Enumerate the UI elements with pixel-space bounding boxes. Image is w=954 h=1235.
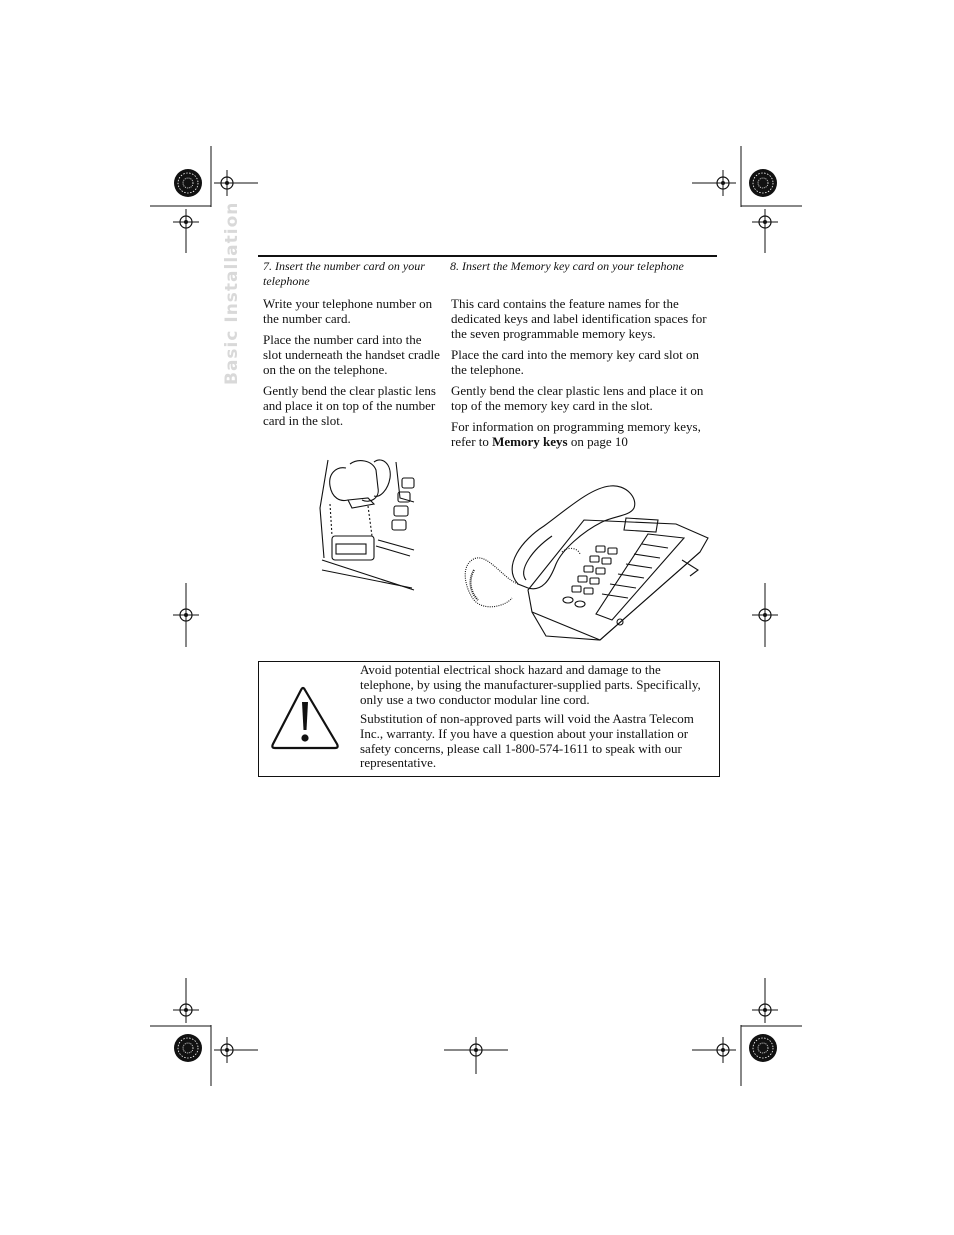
safety-warning-box [258, 661, 720, 777]
registration-target-icon [749, 1034, 777, 1062]
step-8-paragraph-2: Place the card into the memory key card slot on the telephone. [451, 347, 700, 377]
section-sidebar-title: Basic Installation [222, 201, 242, 385]
header-rule [258, 255, 717, 257]
step-8-paragraph-1: This card contains the feature names for the dedicated keys and label identification spaces for the seven programmable memory keys. [451, 296, 707, 341]
registration-target-icon [174, 169, 202, 197]
registration-target-icon [174, 1034, 202, 1062]
step-8-paragraph-3: Gently bend the clear plastic lens and place it on top of the memory key card in the slot. [451, 383, 704, 413]
registration-target-icon [749, 169, 777, 197]
step-7-paragraph-2: Place the number card into the slot underneath the handset cradle on the on the telephone. [263, 332, 440, 377]
warning-paragraph-2: Substitution of non-approved parts will void the Aastra Telecom Inc., warranty. If you have a question about your installation or safety concerns, please call 1-800-574-1611 to speak with our representative. [360, 711, 694, 771]
number-card-illustration [318, 458, 418, 590]
telephone-illustration [462, 480, 714, 648]
step-8-heading: 8. Insert the Memory key card on your telephone [450, 259, 684, 273]
step-8-reference: For information on programming memory keys, refer to Memory keys on page 10 [451, 419, 701, 449]
warning-paragraph-1: Avoid potential electrical shock hazard and damage to the telephone, by using the manufacturer-supplied parts. Specifically, only use a two conductor modular line cord. [360, 662, 701, 707]
warning-triangle-icon [269, 686, 341, 750]
step-7-paragraph-3: Gently bend the clear plastic lens and place it on top of the number card in the slot. [263, 383, 436, 428]
step-7-paragraph-1: Write your telephone number on the number card. [263, 296, 433, 326]
step-7-heading: 7. Insert the number card on your telephone [263, 259, 425, 288]
memory-keys-reference-link[interactable]: Memory keys [492, 433, 568, 449]
